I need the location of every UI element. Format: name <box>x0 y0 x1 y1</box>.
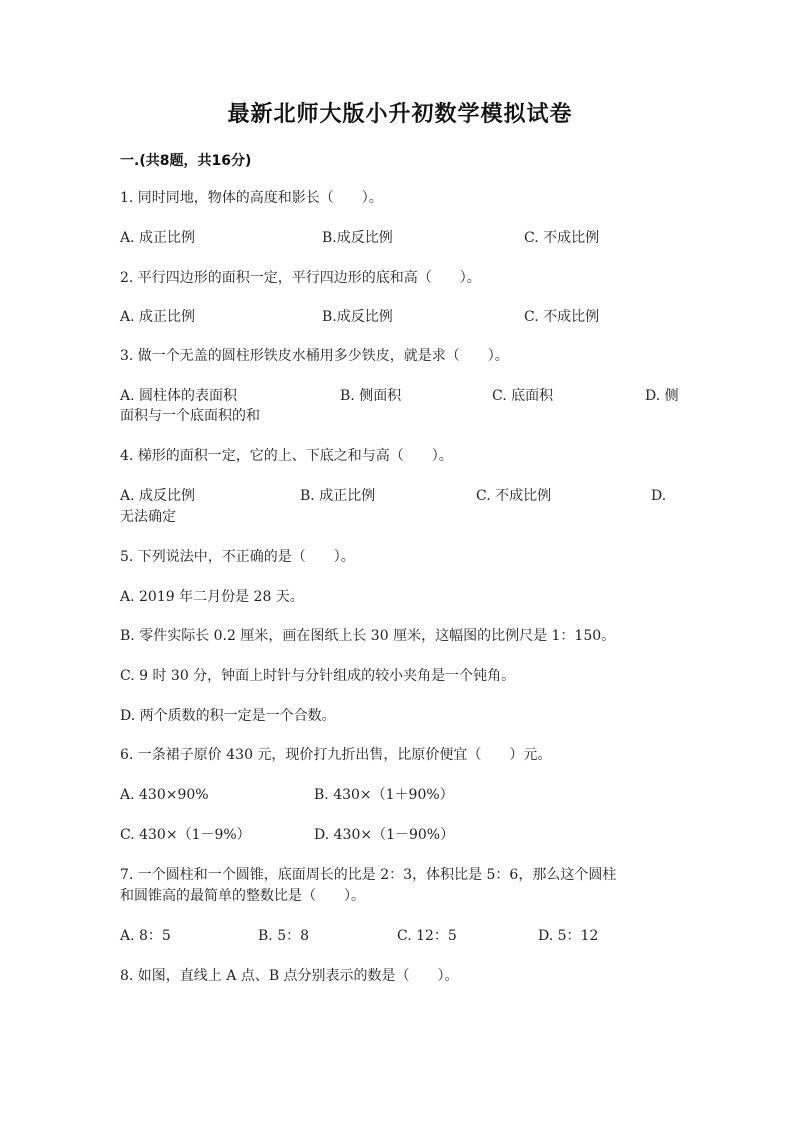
question-7-option-d: D. 5：12 <box>538 928 599 944</box>
question-5-option-c: C. 9 时 30 分，钟面上时针与分针组成的较小夹角是一个钝角。 <box>120 668 516 684</box>
question-1-option-b: B.成反比例 <box>322 230 393 246</box>
question-2-stem: 2. 平行四边形的面积一定，平行四边形的底和高（ ）。 <box>120 270 481 286</box>
question-7-stem-line-1: 7. 一个圆柱和一个圆锥，底面周长的比是 2：3，体积比是 5：6，那么这个圆柱 <box>120 867 617 883</box>
question-6-option-d: D. 430×（1－90%） <box>314 827 455 843</box>
question-5-stem: 5. 下列说法中，不正确的是（ ）。 <box>120 549 355 565</box>
question-4-option-c: C. 不成比例 <box>476 488 552 504</box>
question-3-option-d: D. 侧 <box>645 388 679 404</box>
question-3-option-b: B. 侧面积 <box>340 388 402 404</box>
question-2-option-a: A. 成正比例 <box>120 309 196 325</box>
question-6-stem: 6. 一条裙子原价 430 元，现价打九折出售，比原价便宜（ ）元。 <box>120 747 552 763</box>
question-3-option-a: A. 圆柱体的表面积 <box>120 388 238 404</box>
question-2-option-c: C. 不成比例 <box>524 309 600 325</box>
question-7-stem-line-2: 和圆锥高的最简单的整数比是（ ）。 <box>120 888 365 904</box>
question-5-option-d: D. 两个质数的积一定是一个合数。 <box>120 708 336 724</box>
question-4-stem: 4. 梯形的面积一定，它的上、下底之和与高（ ）。 <box>120 448 453 464</box>
question-6-option-c: C. 430×（1－9%） <box>120 827 251 843</box>
question-1-option-a: A. 成正比例 <box>120 230 196 246</box>
question-7-option-a: A. 8：5 <box>120 928 171 944</box>
section-heading: 一.(共8题，共16分) <box>120 153 252 169</box>
question-1-option-c: C. 不成比例 <box>524 230 600 246</box>
question-7-option-c: C. 12：5 <box>397 928 457 944</box>
question-6-option-a: A. 430×90% <box>120 787 209 803</box>
question-5-option-a: A. 2019 年二月份是 28 天。 <box>120 589 304 605</box>
question-3-option-c: C. 底面积 <box>492 388 554 404</box>
question-4-option-b: B. 成正比例 <box>300 488 376 504</box>
question-8-stem: 8. 如图，直线上 A 点、B 点分别表示的数是（ ）。 <box>120 968 459 984</box>
question-1-stem: 1. 同时同地，物体的高度和影长（ ）。 <box>120 190 383 206</box>
question-7-option-b: B. 5：8 <box>258 928 310 944</box>
question-5-option-b: B. 零件实际长 0.2 厘米，画在图纸上长 30 厘米，这幅图的比例尺是 1：150。 <box>120 628 616 644</box>
question-2-option-b: B.成反比例 <box>322 309 393 325</box>
question-6-option-b: B. 430×（1＋90%） <box>314 787 454 803</box>
question-3-stem: 3. 做一个无盖的圆柱形铁皮水桶用多少铁皮，就是求（ ）。 <box>120 348 509 364</box>
question-4-option-d-continued: 无法确定 <box>120 509 176 525</box>
question-4-option-d: D. <box>651 488 667 504</box>
question-4-option-a: A. 成反比例 <box>120 488 196 504</box>
question-3-option-d-continued: 面积与一个底面积的和 <box>120 408 260 424</box>
page-title: 最新北师大版小升初数学模拟试卷 <box>227 102 573 127</box>
